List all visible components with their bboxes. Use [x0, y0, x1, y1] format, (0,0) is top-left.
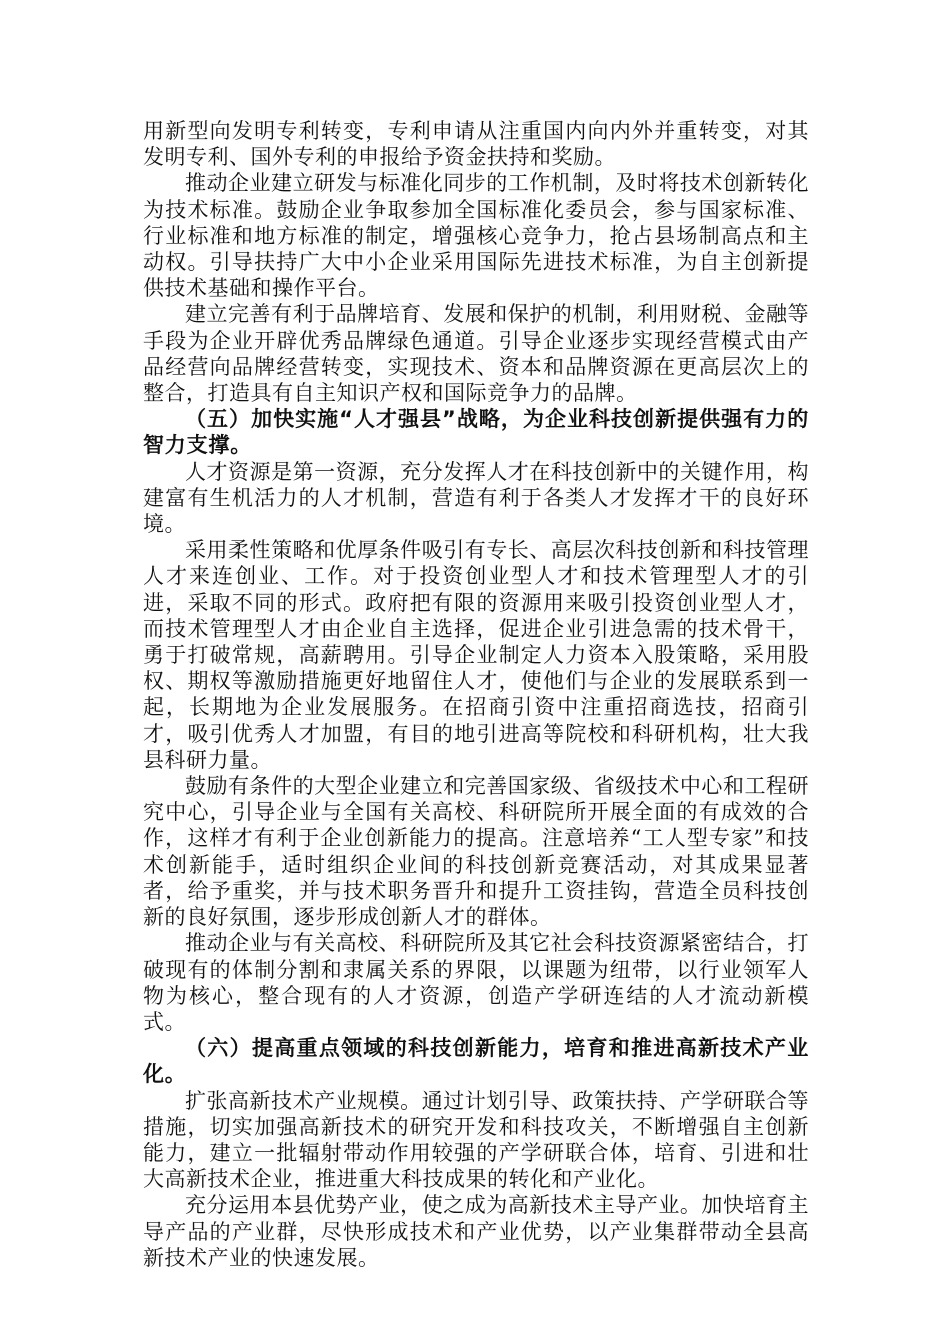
paragraph-talent-resource: 人才资源是第一资源，充分发挥人才在科技创新中的关键作用，构建富有生机活力的人才机制，营造有利于各类人才发挥才干的良好环境。: [143, 459, 809, 537]
paragraph-university-cooperation: 推动企业与有关高校、科研院所及其它社会科技资源紧密结合，打破现有的体制分割和隶属关系的界限，以课题为纽带，以行业领军人物为核心，整合现有的人才资源，创造产学研连结的人才流动新模式。: [143, 931, 809, 1034]
paragraph-tech-center: 鼓励有条件的大型企业建立和完善国家级、省级技术中心和工程研究中心，引导企业与全国有关高校、科研院所开展全面的有成效的合作，这样才有利于企业创新能力的提高。注意培养“工人型专家”和技术创新能手，适时组织企业间的科技创新竞赛活动，对其成果显著者，给予重奖，并与技术职务晋升和提升工资挂钩，营造全员科技创新的良好氛围，逐步形成创新人才的群体。: [143, 774, 809, 930]
section-heading-6: （六）提高重点领域的科技创新能力，培育和推进高新技术产业化。: [143, 1036, 809, 1087]
paragraph-advantage-industry: 充分运用本县优势产业，使之成为高新技术主导产业。加快培育主导产品的产业群，尽快形成技术和产业优势，以产业集群带动全县高新技术产业的快速发展。: [143, 1193, 809, 1270]
paragraph-talent-attraction: 采用柔性策略和优厚条件吸引有专长、高层次科技创新和科技管理人才来连创业、工作。对于投资创业型人才和技术管理型人才的引进，采取不同的形式。政府把有限的资源用来吸引投资创业型人才，而技术管理型人才由企业自主选择，促进企业引进急需的技术骨干，勇于打破常规，高薪聘用。引导企业制定人力资本入股策略，采用股权、期权等激励措施更好地留住人才，使他们与企业的发展联系到一起，长期地为企业发展服务。在招商引资中注重招商选技，招商引才，吸引优秀人才加盟，有目的地引进高等院校和科研机构，壮大我县科研力量。: [143, 538, 809, 772]
section-heading-5: （五）加快实施“人才强县”战略，为企业科技创新提供强有力的智力支撑。: [143, 407, 809, 458]
paragraph-brand: 建立完善有利于品牌培育、发展和保护的机制，利用财税、金融等手段为企业开辟优秀品牌绿色通道。引导企业逐步实现经营模式由产品经营向品牌经营转变，实现技术、资本和品牌资源在更高层次上的整合，打造具有自主知识产权和国际竞争力的品牌。: [143, 302, 809, 406]
paragraph-patent-continuation: 用新型向发明专利转变，专利申请从注重国内向内外并重转变，对其发明专利、国外专利的申报给予资金扶持和奖励。: [143, 119, 809, 170]
paragraph-hightech-scale: 扩张高新技术产业规模。通过计划引导、政策扶持、产学研联合等措施，切实加强高新技术的研究开发和科技攻关，不断增强自主创新能力，建立一批辐射带动作用较强的产学研联合体，培育、引进和壮大高新技术企业，推进重大科技成果的转化和产业化。: [143, 1088, 809, 1192]
paragraph-standardization: 推动企业建立研发与标准化同步的工作机制，及时将技术创新转化为技术标准。鼓励企业争取参加全国标准化委员会，参与国家标准、行业标准和地方标准的制定，增强核心竞争力，抢占县场制高点和主动权。引导扶持广大中小企业采用国际先进技术标准，为自主创新提供技术基础和操作平台。: [143, 171, 809, 301]
document-page: [143, 118, 809, 1271]
